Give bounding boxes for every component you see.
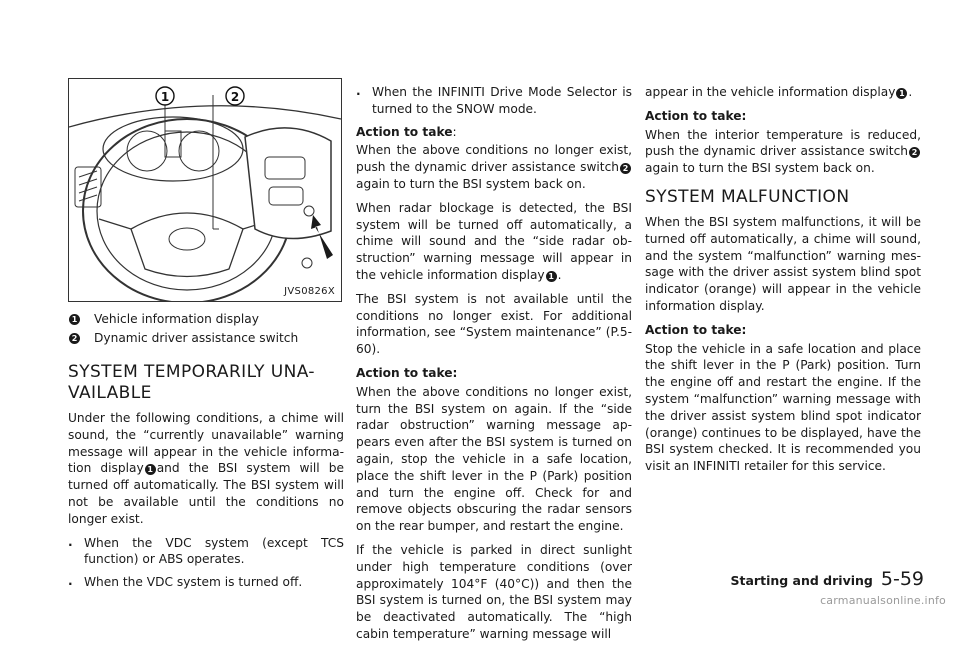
bullet-icon: . xyxy=(68,534,73,549)
paragraph-high-temperature: If the vehicle is parked in direct sunlight under high temperature conditions (over approximately 104°F (40°C)) and then the BSI system is turned on, the BSI system may be deactivated automatically. The “high cabin temperature” warning message will xyxy=(356,542,632,641)
figure-legend xyxy=(68,310,344,348)
steering-wheel-illustration xyxy=(69,79,341,301)
column-3 xyxy=(645,84,921,482)
paragraph-radar-blockage: When radar blockage is detected, the BSI system will be turned off automatically, a chime will sound and the “side radar ob-struction” warning message will appear in the vehicle information display 1 . xyxy=(356,200,632,282)
action-label-2: Action to take: xyxy=(356,365,458,380)
callout-1-icon: 1 xyxy=(69,314,80,325)
bullet-icon: . xyxy=(68,574,73,589)
section-name: Starting and driving xyxy=(730,573,873,588)
vent-icon xyxy=(75,167,101,207)
bullet-icon: . xyxy=(356,84,361,98)
callout-2-icon: 2 xyxy=(620,163,631,174)
paragraph-unavailable: Under the following conditions, a chime will sound, the “currently unavailable” warning message will appear in the vehicle informa-tion display 1 and the BSI system will be turned off automatically. The BSI system will not be available until the conditions no longer exist. xyxy=(68,411,344,526)
section-heading-unavailable: SYSTEM TEMPORARILY UNA- VAILABLE xyxy=(68,362,315,403)
paragraph-turn-on-again: When the above conditions no longer exist, turn the BSI system on again. If the “side radar obstruction” warning message ap-pears even after the BSI system is turned on again, stop the vehicle in a safe location, place the shift lever in the P (Park) position and turn the engine off. Check for and remove objects obscuring the radar sensors on the rear bumper, and restart the engine. xyxy=(356,384,632,534)
column-2 xyxy=(356,84,632,650)
page-number: 5-59 xyxy=(880,568,924,590)
bullet-vdc-abs: . When the VDC system (except TCS function) or ABS operates. xyxy=(68,534,344,567)
callout-1-icon: 1 xyxy=(546,271,557,282)
svg-text:1: 1 xyxy=(160,90,170,104)
bullet-vdc-off: . When the VDC system is turned off. xyxy=(68,574,303,590)
callout-2 xyxy=(226,87,244,105)
paragraph-appear: appear in the vehicle information display 1 . xyxy=(645,85,913,99)
paragraph-malfunction: When the BSI system malfunctions, it will be turned off automatically, a chime will sound, and the system “malfunction” warning mes-sage with the driver assist system blind spot indicator (orange) will appear in the vehicle information display. xyxy=(645,214,921,313)
paragraph-not-available: The BSI system is not available until the conditions no longer exist. For additional information, see “System maintenance” (P.5-60). xyxy=(356,291,632,357)
legend-item-1 xyxy=(68,310,344,329)
callout-1 xyxy=(156,87,174,105)
action-label-1: Action to take: xyxy=(356,124,457,139)
section-heading-malfunction: SYSTEM MALFUNCTION xyxy=(645,186,850,207)
page-footer xyxy=(731,568,924,590)
column-1 xyxy=(68,352,344,597)
svg-text:2: 2 xyxy=(230,90,240,104)
action-label-3: Action to take: xyxy=(645,108,747,123)
callout-1-icon: 1 xyxy=(145,464,156,475)
paragraph-temperature-reduced: When the interior temperature is reduced, push the dynamic driver assistance switch 2 again to turn the BSI system back on. xyxy=(645,127,921,176)
action-label-4: Action to take: xyxy=(645,322,747,337)
legend-item-2 xyxy=(68,329,344,348)
callout-1-icon: 1 xyxy=(896,88,907,99)
paragraph-stop-vehicle: Stop the vehicle in a safe location and place the shift lever in the P (Park) position. Turn the engine off and restart the engine. If the system “malfunction” warning message with the driver assist system blind spot indicator (orange) continues to be displayed, have the BSI system checked. It is recommended you visit an INFINITI retailer for this service. xyxy=(645,341,921,474)
figure-code: JVS0826X xyxy=(284,286,335,297)
paragraph-push-switch: When the above conditions no longer exist, push the dynamic driver assistance switch 2 again to turn the BSI system back on. xyxy=(356,143,632,191)
steering-wheel-figure xyxy=(68,78,342,302)
legend-text-2: Dynamic driver assistance switch xyxy=(94,331,299,345)
watermark: carmanualsonline.info xyxy=(820,594,946,607)
bullet-snow-mode: . When the INFINITI Drive Mode Selector is turned to the SNOW mode. xyxy=(356,84,632,116)
callout-2-icon: 2 xyxy=(69,333,80,344)
callout-2-icon: 2 xyxy=(909,147,920,158)
legend-text-1: Vehicle information display xyxy=(94,312,259,326)
